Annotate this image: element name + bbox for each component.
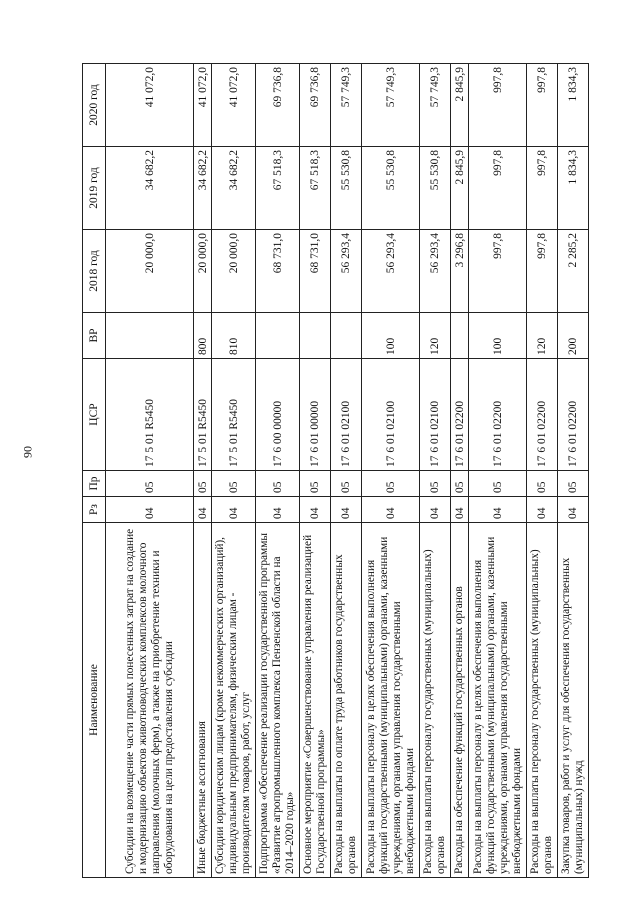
rotated-page-content <box>82 64 585 878</box>
cell-2019: 55 530,8 <box>420 147 451 230</box>
table-row <box>469 64 527 878</box>
cell-csr: 17 6 01 02100 <box>362 359 420 471</box>
header-2019: 2019 год <box>83 147 106 230</box>
cell-rz: 04 <box>451 497 469 523</box>
cell-2018: 68 731,0 <box>256 230 300 313</box>
cell-2020: 57 749,3 <box>362 64 420 147</box>
cell-rz: 04 <box>212 497 256 523</box>
cell-csr: 17 6 00 00000 <box>256 359 300 471</box>
cell-name: Расходы на выплаты персоналу государственных (муниципальных) органов <box>527 523 558 878</box>
table-row <box>106 64 194 878</box>
cell-2019: 997,8 <box>469 147 527 230</box>
budget-table <box>82 63 589 878</box>
cell-vr <box>451 313 469 359</box>
table-row <box>256 64 300 878</box>
cell-rz: 04 <box>558 497 589 523</box>
cell-2018: 68 731,0 <box>300 230 331 313</box>
cell-2018: 20 000,0 <box>106 230 194 313</box>
cell-name: Субсидии юридическим лицам (кроме некоммерческих организаций), индивидуальным предпринимателям, физическим лицам - производителям товаров, работ, услуг <box>212 523 256 878</box>
table-row <box>194 64 212 878</box>
cell-2018: 20 000,0 <box>194 230 212 313</box>
cell-2020: 57 749,3 <box>331 64 362 147</box>
header-2020: 2020 год <box>83 64 106 147</box>
budget-table-container <box>82 64 585 878</box>
table-row <box>331 64 362 878</box>
cell-2020: 997,8 <box>469 64 527 147</box>
cell-rz: 04 <box>106 497 194 523</box>
cell-pr: 05 <box>558 471 589 497</box>
cell-2019: 34 682,2 <box>194 147 212 230</box>
cell-2019: 34 682,2 <box>212 147 256 230</box>
cell-2018: 56 293,4 <box>362 230 420 313</box>
header-pr: Пр <box>83 471 106 497</box>
cell-vr: 100 <box>469 313 527 359</box>
cell-name: Закупка товаров, работ и услуг для обеспечения государственных (муниципальных) нужд <box>558 523 589 878</box>
table-row <box>420 64 451 878</box>
cell-pr: 05 <box>331 471 362 497</box>
cell-2018: 56 293,4 <box>331 230 362 313</box>
cell-2020: 41 072,0 <box>212 64 256 147</box>
cell-rz: 04 <box>420 497 451 523</box>
cell-2018: 997,8 <box>527 230 558 313</box>
table-row <box>527 64 558 878</box>
cell-pr: 05 <box>212 471 256 497</box>
cell-2018: 20 000,0 <box>212 230 256 313</box>
cell-2019: 67 518,3 <box>300 147 331 230</box>
cell-pr: 05 <box>451 471 469 497</box>
cell-2020: 1 834,3 <box>558 64 589 147</box>
cell-csr: 17 6 01 02200 <box>469 359 527 471</box>
cell-name: Субсидии на возмещение части прямых понесенных затрат на создание и модернизацию объектов животноводческих комплексов молочного направления (молочных ферм), а также на приобретение техники и оборудования на цели предоставления субсидии <box>106 523 194 878</box>
table-row <box>300 64 331 878</box>
cell-csr: 17 6 01 02100 <box>331 359 362 471</box>
cell-vr: 800 <box>194 313 212 359</box>
cell-csr: 17 5 01 R5450 <box>212 359 256 471</box>
cell-rz: 04 <box>194 497 212 523</box>
cell-2018: 56 293,4 <box>420 230 451 313</box>
cell-rz: 04 <box>331 497 362 523</box>
cell-csr: 17 5 01 R5450 <box>194 359 212 471</box>
cell-2020: 41 072,0 <box>106 64 194 147</box>
header-name: Наименование <box>83 523 106 878</box>
cell-csr: 17 6 01 00000 <box>300 359 331 471</box>
cell-vr: 120 <box>527 313 558 359</box>
cell-2018: 997,8 <box>469 230 527 313</box>
cell-vr: 810 <box>212 313 256 359</box>
cell-vr <box>106 313 194 359</box>
cell-vr <box>300 313 331 359</box>
cell-csr: 17 6 01 02100 <box>420 359 451 471</box>
cell-2020: 41 072,0 <box>194 64 212 147</box>
table-row <box>362 64 420 878</box>
page-number: 90 <box>20 446 35 458</box>
table-header-row <box>83 64 106 878</box>
cell-rz: 04 <box>300 497 331 523</box>
cell-rz: 04 <box>469 497 527 523</box>
cell-vr: 100 <box>362 313 420 359</box>
cell-name: Расходы на выплаты персоналу государственных (муниципальных) органов <box>420 523 451 878</box>
header-rz: Рз <box>83 497 106 523</box>
cell-name: Подпрограмма «Обеспечение реализации государственной программы «Развитие агропромышленного комплекса Пензенской области на 2014–2020 годы» <box>256 523 300 878</box>
cell-vr: 120 <box>420 313 451 359</box>
cell-csr: 17 6 01 02200 <box>451 359 469 471</box>
cell-csr: 17 6 01 02200 <box>558 359 589 471</box>
cell-name: Расходы на обеспечение функций государственных органов <box>451 523 469 878</box>
cell-2020: 69 736,8 <box>256 64 300 147</box>
header-2018: 2018 год <box>83 230 106 313</box>
cell-vr <box>256 313 300 359</box>
cell-rz: 04 <box>362 497 420 523</box>
cell-name: Основное мероприятие «Совершенствование управления реализацией Государственной программы» <box>300 523 331 878</box>
cell-2018: 2 285,2 <box>558 230 589 313</box>
cell-2018: 3 296,8 <box>451 230 469 313</box>
cell-2019: 55 530,8 <box>362 147 420 230</box>
cell-rz: 04 <box>527 497 558 523</box>
header-csr: ЦСР <box>83 359 106 471</box>
cell-name: Иные бюджетные ассигнования <box>194 523 212 878</box>
cell-2020: 997,8 <box>527 64 558 147</box>
cell-pr: 05 <box>194 471 212 497</box>
cell-name: Расходы на выплаты персоналу в целях обеспечения выполнения функций государственными (муниципальными) органами, казенными учреждениями, органами управления государственными внебюджетными фондами <box>362 523 420 878</box>
cell-pr: 05 <box>420 471 451 497</box>
cell-pr: 05 <box>527 471 558 497</box>
cell-2019: 55 530,8 <box>331 147 362 230</box>
cell-name: Расходы на выплаты персоналу в целях обеспечения выполнения функций государственными (муниципальными) органами, казенными учреждениями, органами управления государственными внебюджетными фондами <box>469 523 527 878</box>
cell-pr: 05 <box>469 471 527 497</box>
cell-2019: 34 682,2 <box>106 147 194 230</box>
header-vr: ВР <box>83 313 106 359</box>
cell-csr: 17 5 01 R5450 <box>106 359 194 471</box>
cell-name: Расходы на выплаты по оплате труда работников государственных органов <box>331 523 362 878</box>
cell-2019: 2 845,9 <box>451 147 469 230</box>
cell-2019: 1 834,3 <box>558 147 589 230</box>
cell-vr: 200 <box>558 313 589 359</box>
cell-2020: 69 736,8 <box>300 64 331 147</box>
table-row <box>451 64 469 878</box>
cell-2019: 67 518,3 <box>256 147 300 230</box>
cell-2020: 2 845,9 <box>451 64 469 147</box>
cell-2020: 57 749,3 <box>420 64 451 147</box>
cell-pr: 05 <box>106 471 194 497</box>
cell-pr: 05 <box>256 471 300 497</box>
cell-rz: 04 <box>256 497 300 523</box>
cell-csr: 17 6 01 02200 <box>527 359 558 471</box>
cell-pr: 05 <box>362 471 420 497</box>
cell-pr: 05 <box>300 471 331 497</box>
table-row <box>558 64 589 878</box>
table-row <box>212 64 256 878</box>
cell-vr <box>331 313 362 359</box>
cell-2019: 997,8 <box>527 147 558 230</box>
